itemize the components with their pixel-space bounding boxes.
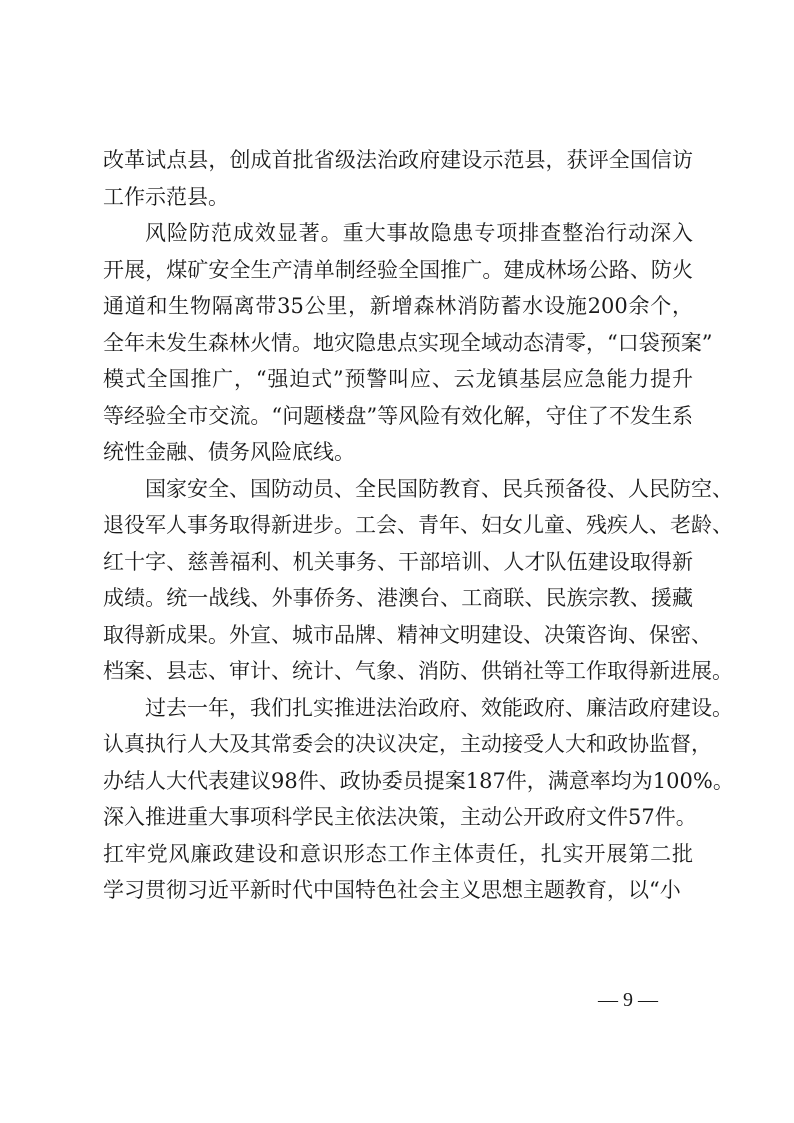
text-line: 改革试点县，创成首批省级法治政府建设示范县，获评全国信访 [103,148,693,172]
paragraph [103,142,693,215]
text-line: 等经验全市交流。“问题楼盘”等风险有效化解，守住了不发生系 [103,403,693,428]
paragraph [103,215,713,471]
text-line: 开展，煤矿安全生产清单制经验全国推广。建成林场公路、防火 [103,257,693,282]
text-line: 通道和生物隔离带35公里，新增森林消防蓄水设施200余个， [103,294,693,318]
text-line: 深入推进重大事项科学民主依法决策，主动公开政府文件57件。 [103,805,697,829]
text-line: 统性金融、债务风险底线。 [103,440,355,464]
body-text [103,142,734,909]
text-line: 认真执行人大及其常委会的决议决定，主动接受人大和政协监督， [103,732,712,756]
text-line: 退役军人事务取得新进步。工会、青年、妇女儿童、残疾人、老龄、 [103,513,733,537]
text-line: 学习贯彻习近平新时代中国特色社会主义思想主题教育，以“小 [103,878,681,902]
text-line: 办结人大代表建议98件、政协委员提案187件，满意率均为100%。 [103,768,734,793]
text-line: 过去一年，我们扎实推进法治政府、效能政府、廉洁政府建设。 [145,695,733,720]
paragraph [103,690,734,909]
text-line: 档案、县志、审计、统计、气象、消防、供销社等工作取得新进展。 [103,659,733,683]
text-line: 国家安全、国防动员、全民国防教育、民兵预备役、人民防空、 [145,476,733,501]
text-line: 全年未发生森林火情。地灾隐患点实现全域动态清零，“口袋预案” [103,330,713,355]
text-line: 扛牢党风廉政建设和意识形态工作主体责任，扎实开展第二批 [103,841,693,866]
page-number: — 9 — [598,989,658,1011]
text-line: 风险防范成效显著。重大事故隐患专项排查整治行动深入 [145,221,693,245]
text-line: 红十字、慈善福利、机关事务、干部培训、人才队伍建设取得新 [103,549,693,574]
text-line: 成绩。统一战线、外事侨务、港澳台、工商联、民族宗教、援藏 [103,586,693,610]
text-line: 模式全国推广，“强迫式”预警叫应、云龙镇基层应急能力提升 [103,367,693,391]
paragraph [103,471,733,690]
text-line: 工作示范县。 [103,184,229,209]
text-line: 取得新成果。外宣、城市品牌、精神文明建设、决策咨询、保密、 [103,622,712,647]
